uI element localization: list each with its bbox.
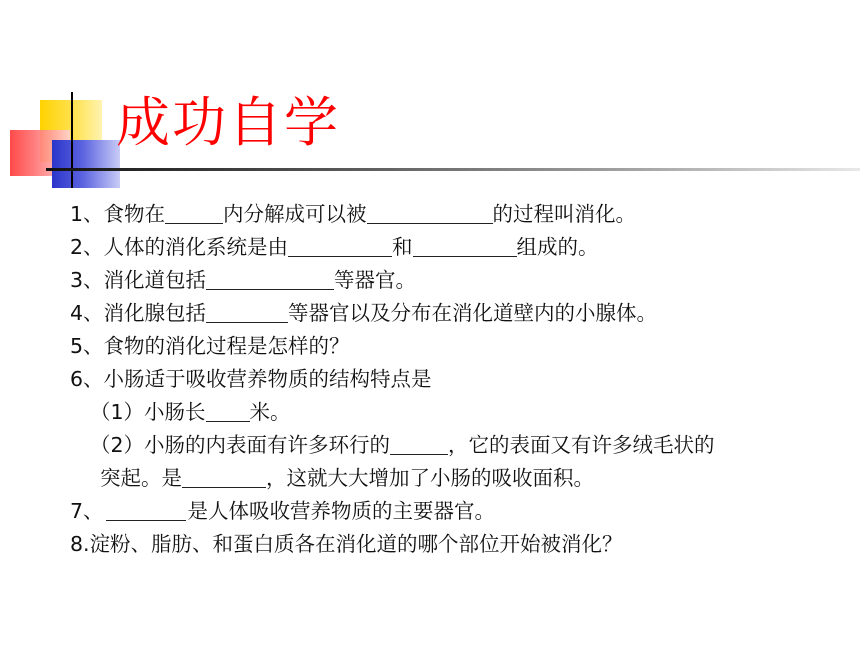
q6-1-text-b: 米。 xyxy=(249,400,291,424)
q7-blank-1 xyxy=(106,500,186,521)
q1-blank-2 xyxy=(367,203,493,224)
slide-title: 成功自学 xyxy=(116,91,340,154)
q6-2-blank-1 xyxy=(390,434,448,455)
title-underline xyxy=(46,168,860,171)
q6-2-text-b: ，它的表面又有许多绒毛状的 xyxy=(448,433,715,457)
q3-text-b: 等器官。 xyxy=(334,268,417,292)
q6-2-text-c: 突起。是 xyxy=(100,466,182,490)
q3-text-a: 3、消化道包括 xyxy=(70,268,207,292)
q6-1-blank-1 xyxy=(206,401,250,422)
q1-text-a: 1、食物在 xyxy=(70,202,166,226)
decor-blue-square xyxy=(52,140,120,188)
question-6-1 xyxy=(70,396,830,429)
question-2 xyxy=(70,231,830,264)
q6-2-text-a: （2）小肠的内表面有许多环行的 xyxy=(90,433,391,457)
q7-text-a: 7、 xyxy=(70,499,104,523)
q2-text-c: 组成的。 xyxy=(516,235,599,259)
q4-text-a: 4、消化腺包括 xyxy=(70,301,207,325)
q1-text-b: 内分解成可以被 xyxy=(223,202,367,226)
question-7 xyxy=(70,495,830,528)
q6-1-text-a: （1）小肠长 xyxy=(90,400,206,424)
question-6-2 xyxy=(70,429,830,462)
question-5: 5、食物的消化过程是怎样的？ xyxy=(70,334,350,358)
q6-2-blank-2 xyxy=(182,467,266,488)
question-8: 8.淀粉、脂肪、和蛋白质各在消化道的哪个部位开始被消化？ xyxy=(70,532,623,556)
question-list xyxy=(70,198,830,561)
q2-text-a: 2、人体的消化系统是由 xyxy=(70,235,289,259)
q3-blank-1 xyxy=(206,269,334,290)
q7-text-b: 是人体吸收营养物质的主要器官。 xyxy=(187,499,496,523)
q1-blank-1 xyxy=(165,203,223,224)
question-6-2-cont xyxy=(70,462,830,495)
q6-2-text-d: ，这就大大增加了小肠的吸收面积。 xyxy=(266,466,594,490)
q4-text-b: 等器官以及分布在消化道壁内的小腺体。 xyxy=(288,301,658,325)
question-1 xyxy=(70,198,830,231)
q2-blank-2 xyxy=(413,236,517,257)
q4-blank-1 xyxy=(206,302,288,323)
q2-blank-1 xyxy=(288,236,392,257)
q2-text-b: 和 xyxy=(392,235,413,259)
question-4 xyxy=(70,297,830,330)
q1-text-c: 的过程叫消化。 xyxy=(492,202,637,226)
question-3 xyxy=(70,264,830,297)
question-6: 6、小肠适于吸收营养物质的结构特点是 xyxy=(70,367,432,391)
decor-vertical-line xyxy=(71,92,73,188)
